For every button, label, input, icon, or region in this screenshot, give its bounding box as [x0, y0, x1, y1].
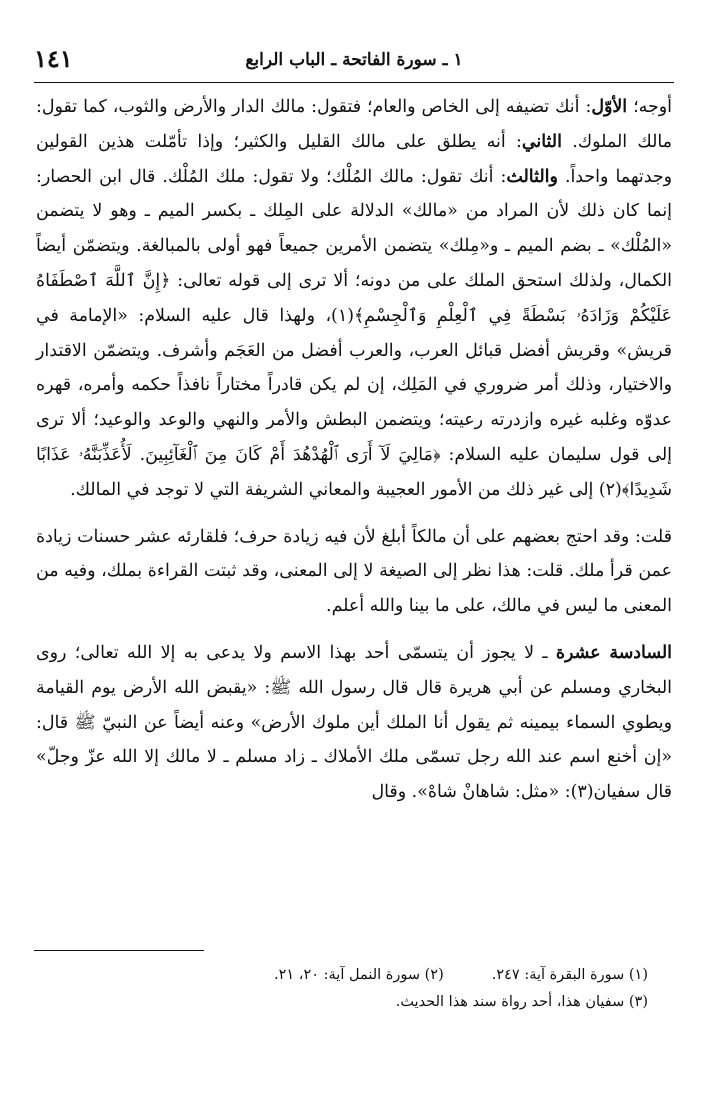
paragraph-2: قلت: وقد احتج بعضهم على أن مالكاً أبلغ لأن فيه زيادة حرف؛ فلقارئه عشر حسنات زيادة عمن قرأ ملك. قلت: هذا نظر إلى الصيغة لا إلى المعنى، وقد ثبتت القراءة بملك، وفيه من المعنى ما ليس في مالك، على ما بينا والله أعلم. [36, 526, 672, 617]
keyword-third: والثالث [506, 166, 558, 187]
paragraph-1-text-d: : أنك تقول: مالك المُلْك؛ ولا تقول: ملك المُلْك. قال ابن الحصار: إنما كان ذلك لأن المراد من «مالك» الدلالة على المِلك ـ بكسر الميم ـ وهو لا يتضمن «المُلْك» ـ بضم الميم ـ و«مِلك» يتضمن الأمرين جميعاً فهو أولى بالمبالغة. ويتضمّن أيضاً الكمال، ولذلك استحق الملك على من دونه؛ ألا ترى إلى قوله تعالى: ﴿إِنَّ ٱللَّهَ ٱصْطَفَاهُ عَلَيْكُمْ وَزَادَهُۥ بَسْطَةً فِي ٱلْعِلْمِ وَٱلْجِسْمِ﴾(١)، ولهذا قال عليه السلام: «الإمامة في قريش» وقريش أفضل قبائل العرب، والعرب أفضل من العَجَم وأشرف. ويتضمّن الاقتدار والاختيار، وذلك أمر ضروري في المَلِك، إن لم يكن قادراً مختاراً نافذاً حكمه وأمره، قهره عدوّه وغلبه غيره وازدرته رعيته؛ ويتضمن البطش والأمر والنهي والوعد والوعيد؛ ألا ترى إلى قول سليمان عليه السلام: ﴿مَالِيَ لَآ أَرَى ٱلْهُدْهُدَ أَمْ كَانَ مِنَ ٱلْغَآئِبِينَ. لَأُعَذِّبَنَّهُۥ عَذَابًا شَدِيدًا﴾(٢) إلى غير ذلك من الأمور العجيبة والمعاني الشريفة التي لا توجد في المالك. [36, 166, 673, 500]
footnote-divider [34, 950, 204, 951]
footnote-row [48, 989, 648, 1016]
footnotes [48, 962, 648, 1016]
paragraph-1-text-b: : أنك تضيفه إلى الخاص والعام؛ فتقول: مالك الدار والأرض والثوب، كما تقول: مالك الملوك. [36, 97, 672, 152]
keyword-first: الأوّل [591, 97, 628, 117]
paragraph-1 [36, 90, 672, 508]
main-text [36, 90, 672, 810]
section-heading-sixteenth: السادسة عشرة [555, 642, 672, 663]
paragraph-3-text: ـ لا يجوز أن يتسمّى أحد بهذا الاسم ولا يدعى به إلا الله تعالى؛ روى البخاري ومسلم عن أبي هريرة قال قال رسول الله ﷺ: «يقبض الله الأرض يوم القيامة ويطوي السماء بيمينه ثم يقول أنا الملك أين ملوك الأرض» وعنه أيضاً عن النبيّ ﷺ قال: «إن أخنع اسم عند الله رجل تسمّى ملك الأملاك ـ زاد مسلم ـ لا مالك إلا الله عزّ وجلّ» قال سفيان(٣): «مثل: شاهانْ شاهْ». وقال [36, 642, 672, 803]
paragraph-1-text-c: : أنه يطلق على مالك القليل والكثير؛ وإذا تأمّلت هذين القولين وجدتهما واحداً. [36, 131, 672, 187]
page-number: ١٤١ [34, 44, 73, 73]
running-title: ١ ـ سورة الفاتحة ـ الباب الرابع [245, 50, 463, 70]
keyword-second: الثاني [521, 131, 562, 152]
header-divider [34, 82, 674, 83]
footnote-3: (٣) سفيان هذا، أحد رواة سند هذا الحديث. [395, 994, 648, 1010]
footnote-1: (١) سورة البقرة آية: ٢٤٧. [491, 967, 648, 983]
page-header [34, 42, 674, 82]
paragraph-1-text-a: أوجه؛ [627, 97, 672, 117]
footnote-row [48, 962, 648, 989]
footnote-2: (٢) سورة النمل آية: ٢٠، ٢١. [273, 967, 444, 983]
paragraph-3 [36, 636, 672, 810]
